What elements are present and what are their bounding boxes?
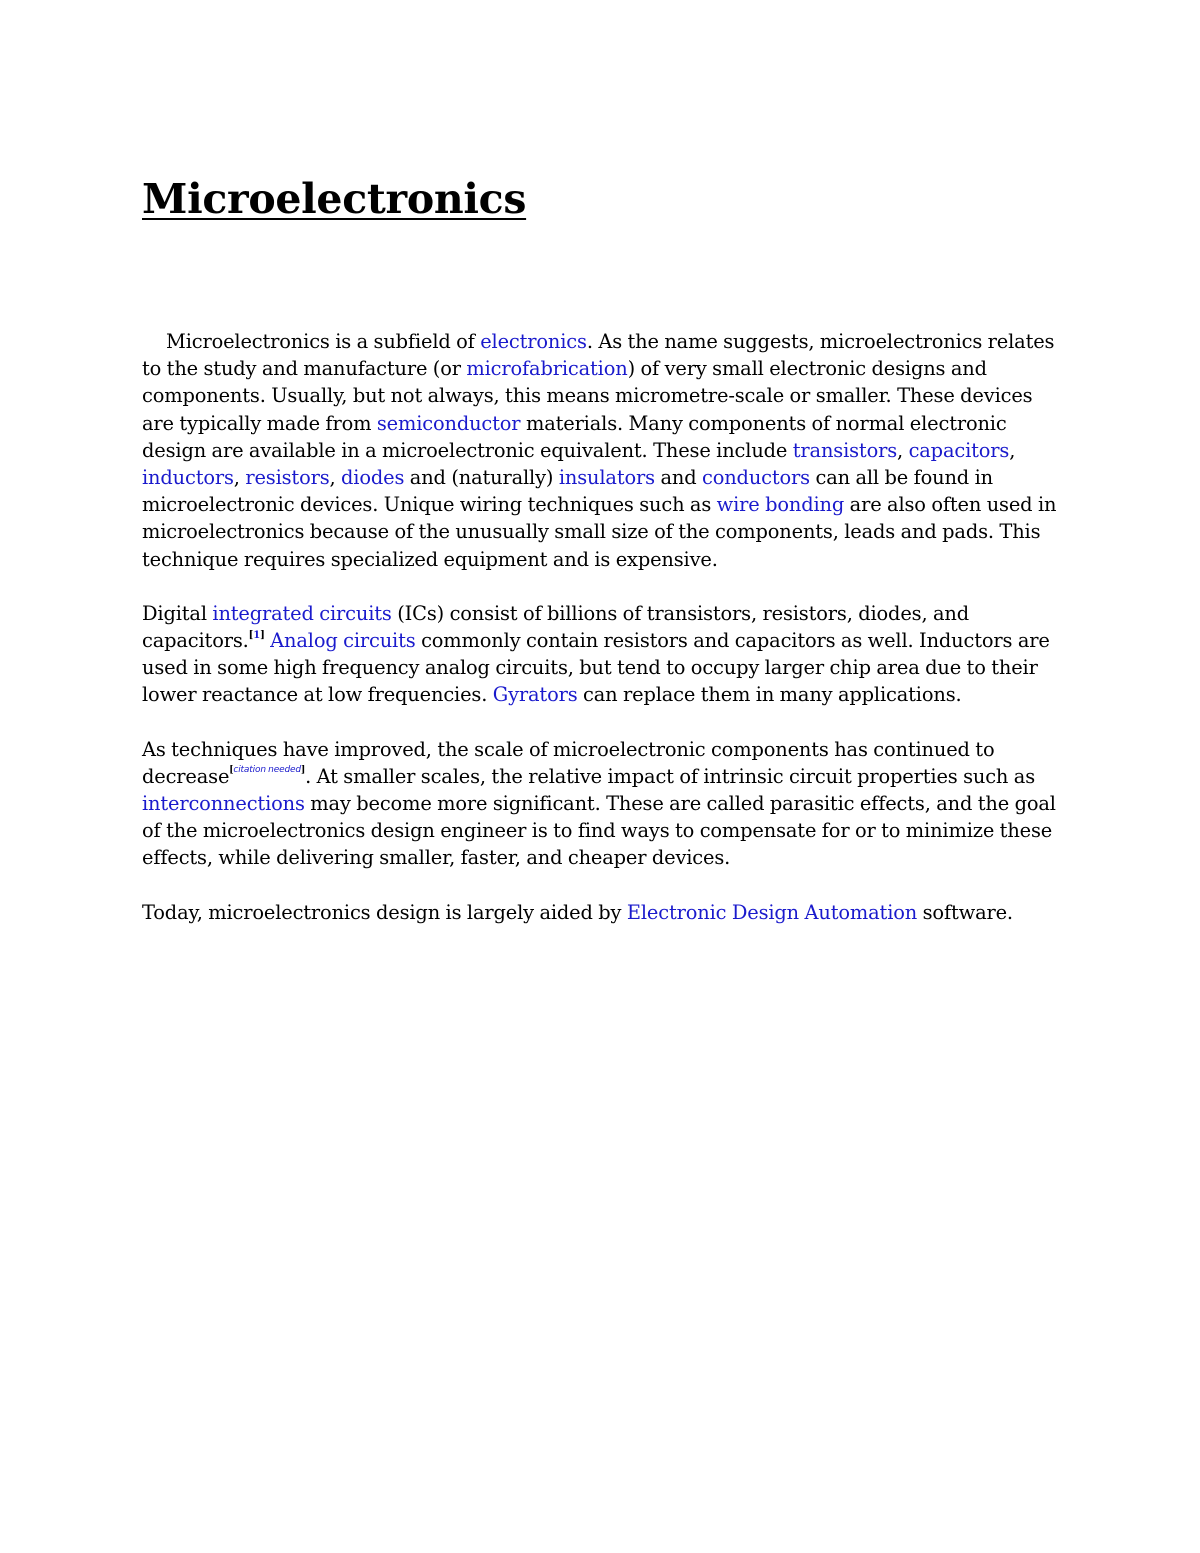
link-wire-bonding[interactable]: wire bonding — [716, 493, 845, 517]
link-integrated-circuits[interactable]: integrated circuits — [212, 601, 392, 625]
document-page — [142, 170, 1062, 953]
document-body — [142, 328, 1062, 926]
link-analog-circuits[interactable]: Analog circuits — [270, 629, 416, 653]
link-inductors[interactable]: inductors — [142, 466, 234, 490]
text-span: may become more significant. These are called parasitic effects, and the goal of the microelectronics design engineer is to find ways to compensate for or to minimize these effects, while delivering smaller, faster, and cheaper devices. — [142, 792, 1056, 870]
link-electronic-design-automation[interactable]: Electronic Design Automation — [626, 900, 918, 924]
link-transistors[interactable]: transistors — [792, 438, 898, 462]
text-span: Today, microelectronics design is largely aided by — [142, 900, 627, 924]
text-span: , — [329, 466, 342, 490]
link-semiconductor[interactable]: semiconductor — [376, 411, 521, 435]
citation-needed-link[interactable]: citation needed — [233, 765, 301, 776]
paragraph-digital-ics — [142, 600, 1062, 709]
text-span: Microelectronics is a subfield of — [166, 330, 481, 353]
text-span: are also often used in microelectronics because of the unusually small size of the components, leads and pads. This technique requires specialized equipment and is expensive. — [142, 493, 1057, 571]
link-electronics[interactable]: electronics — [480, 330, 587, 353]
text-span: , — [1009, 438, 1016, 462]
text-span: commonly contain resistors and capacitors as well. Inductors are used in some high frequency analog circuits, but tend to occupy larger chip area due to their lower reactance at low frequencies. — [142, 629, 1050, 707]
link-diodes[interactable]: diodes — [341, 466, 405, 490]
link-capacitors[interactable]: capacitors — [908, 438, 1010, 462]
cite-bracket: [ — [229, 765, 234, 776]
text-span: can all be found in microelectronic devices. Unique wiring techniques such as — [142, 466, 993, 517]
text-span: . As the name suggests, microelectronics relates to the study and manufacture (or — [142, 330, 1055, 381]
reference-footnote[interactable] — [249, 630, 265, 641]
text-span: ) of very small electronic designs and components. Usually, but not always, this means micrometre-scale or smaller. These devices are typically made from — [142, 357, 1033, 435]
cite-bracket: ] — [300, 765, 306, 776]
text-span: Digital — [142, 601, 213, 625]
text-span: , — [233, 466, 246, 490]
text-span: . At smaller scales, the relative impact of intrinsic circuit properties such as — [305, 764, 1035, 788]
citation-needed[interactable] — [229, 765, 305, 775]
text-span: and — [654, 466, 702, 490]
paragraph-scaling — [142, 736, 1062, 872]
link-interconnections[interactable]: interconnections — [142, 792, 305, 816]
link-resistors[interactable]: resistors — [245, 466, 330, 490]
link-gyrators[interactable]: Gyrators — [492, 683, 578, 707]
text-span: and (naturally) — [404, 466, 559, 490]
link-conductors[interactable]: conductors — [701, 466, 810, 490]
text-span: can replace them in many applications. — [577, 683, 962, 707]
text-span: (ICs) consist of billions of transistors, resistors, diodes, and capacitors. — [142, 601, 969, 653]
page-title: Microelectronics — [142, 175, 527, 223]
text-span: software. — [917, 900, 1013, 924]
text-span: As techniques have improved, the scale of microelectronic components has continued to decrease — [142, 737, 995, 788]
link-microfabrication[interactable]: microfabrication — [466, 357, 628, 381]
ref-bracket: ] — [260, 629, 265, 641]
ref-bracket: [ — [248, 629, 254, 641]
reference-link[interactable]: 1 — [253, 629, 261, 641]
paragraph-eda — [142, 899, 1062, 926]
paragraph-intro — [142, 328, 1062, 573]
text-span: materials. Many components of normal electronic design are available in a microelectronic equivalent. These include — [142, 411, 1007, 462]
text-span: , — [897, 438, 909, 462]
link-insulators[interactable]: insulators — [558, 466, 655, 490]
